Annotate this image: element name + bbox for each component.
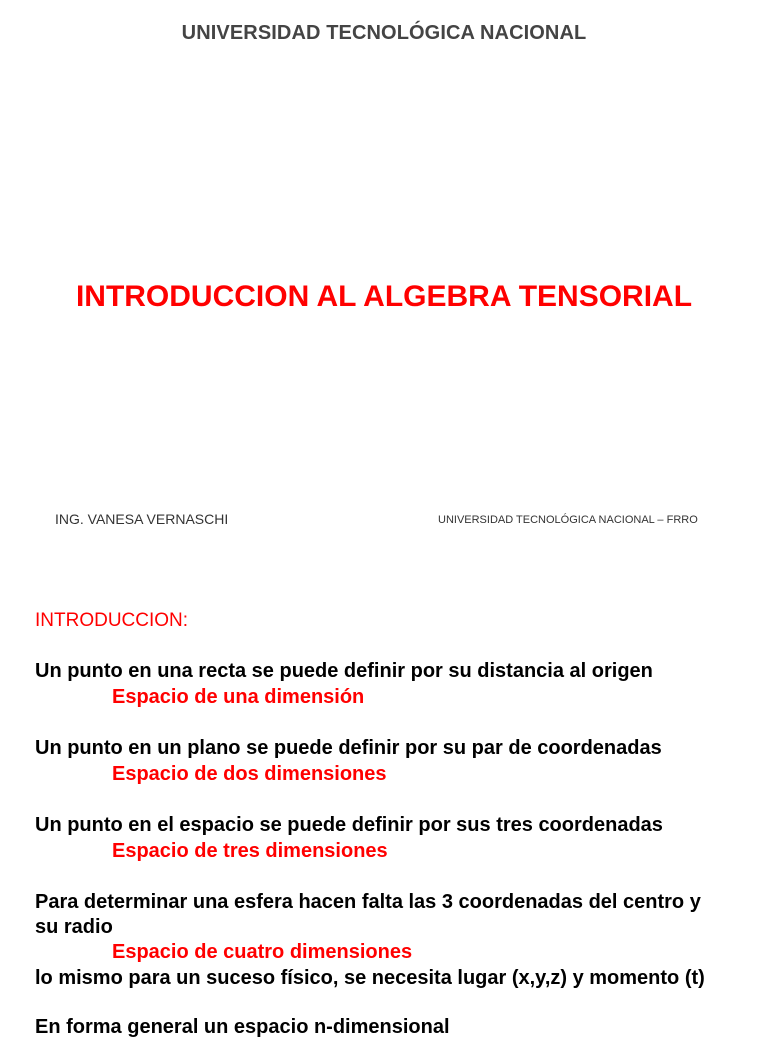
paragraph-line-3: Un punto en el espacio se puede definir por sus tres coordenadas [35,814,663,836]
header-institution: UNIVERSIDAD TECNOLÓGICA NACIONAL [181,22,587,44]
dimension-label-2: Espacio de dos dimensiones [112,763,387,785]
dimension-label-1: Espacio de una dimensión [112,686,365,708]
paragraph-line-1: Un punto en una recta se puede definir por su distancia al origen [35,660,653,682]
section-heading: INTRODUCCION: [35,610,189,631]
dimension-label-3: Espacio de tres dimensiones [112,840,388,862]
paragraph-line-6: En forma general un espacio n-dimensional [35,1016,450,1038]
author-name: ING. VANESA VERNASCHI [55,511,229,527]
paragraph-line-4b: su radio [35,916,113,938]
paragraph-line-4a: Para determinar una esfera hacen falta las 3 coordenadas del centro y [35,891,701,913]
page-title: INTRODUCCION AL ALGEBRA TENSORIAL [75,280,693,313]
dimension-label-4: Espacio de cuatro dimensiones [112,941,413,963]
paragraph-line-5: lo mismo para un suceso físico, se necesita lugar (x,y,z) y momento (t) [35,967,705,989]
footer-institution: UNIVERSIDAD TECNOLÓGICA NACIONAL – FRRO [438,514,698,526]
paragraph-line-2: Un punto en un plano se puede definir por su par de coordenadas [35,737,662,759]
